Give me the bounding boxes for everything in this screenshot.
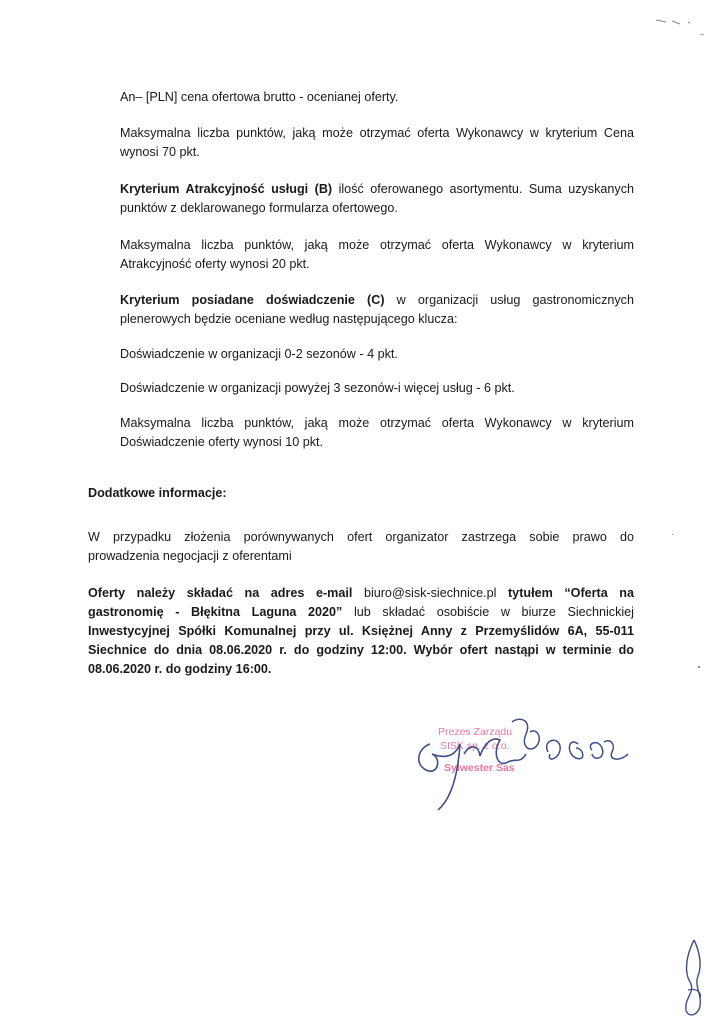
criterion-price-max-line2: wynosi 70 pkt. [120,145,200,159]
submission-paragraph [88,584,634,679]
criterion-attractiveness-title: Kryterium Atrakcyjność usługi (B) [120,182,333,196]
criterion-price-max-line1: Maksymalna liczba punktów, jaką może otrzymać oferta Wykonawcy w kryterium Cena [120,126,634,140]
scan-speck [672,534,673,535]
submission-line5: 08.06.2020 r. do godziny 16:00. [88,662,272,676]
criterion-attractiveness-max [120,236,634,274]
negotiation-line1: W przypadku złożenia porównywanych ofert organizator zastrzega sobie prawo do [88,530,634,544]
stamp-name: Sylwester Sas [444,762,515,774]
criterion-experience-title: Kryterium posiadane doświadczenie (C) [120,293,385,307]
submission-line3: Inwestycyjnej Spółki Komunalnej przy ul. Księżnej Anny z Przemyślidów 6A, 55-011 [88,624,634,638]
criterion-experience-desc: w organizacji usług gastronomicznych [384,293,634,307]
submission-line4: Siechnice do dnia 08.06.2020 r. do godziny 12:00. Wybór ofert nastąpi w terminie do [88,643,634,657]
submission-line2-b: lub składać osobiście w biurze Siechnickiej [342,605,634,619]
criterion-experience-max-line1: Maksymalna liczba punktów, jaką może otrzymać oferta Wykonawcy w kryterium [120,416,634,430]
scan-speck [698,666,700,668]
scan-mark [652,8,712,38]
criterion-experience-max-line2: Doświadczenie oferty wynosi 10 pkt. [120,435,323,449]
submission-line1-b: tytułem “Oferta na [496,586,635,600]
submission-line2-a: gastronomię - Błękitna Laguna 2020” [88,605,343,619]
criterion-attractiveness-line2: punktów z deklarowanego formularza ofertowego. [120,201,398,215]
experience-tier-1-text: Doświadczenie w organizacji 0-2 sezonów - 4 pkt. [120,347,398,361]
criterion-attractiveness-desc: ilość oferowanego asortymentu. Suma uzyskanych [332,182,634,196]
stamp-title: Prezes Zarządu [438,726,513,738]
experience-tier-2-text: Doświadczenie w organizacji powyżej 3 sezonów-i więcej usług - 6 pkt. [120,381,515,395]
criterion-attractiveness-max-line2: Atrakcyjność oferty wynosi 20 pkt. [120,257,310,271]
handwritten-signature [408,714,648,824]
signature-stamp [408,714,648,824]
experience-tier-2 [120,379,634,398]
negotiation-line2: prowadzenia negocjacji z oferentami [88,549,292,563]
submission-line1-a: Oferty należy składać na adres e-mail [88,586,364,600]
price-formula-line [120,88,634,107]
additional-info-heading: Dodatkowe informacje: [88,486,227,500]
criterion-price-max [120,124,634,162]
criterion-attractiveness-max-line1: Maksymalna liczba punktów, jaką może otrzymać oferta Wykonawcy w kryterium [120,238,634,252]
experience-tier-1 [120,345,634,364]
margin-initials [676,936,710,1020]
criterion-attractiveness [120,180,634,218]
criterion-experience-line2: plenerowych będzie oceniane według następującego klucza: [120,312,458,326]
criterion-experience [120,291,634,329]
submission-email-link[interactable]: biuro@sisk-siechnice.pl [363,586,497,600]
stamp-company: SISK sp. z o.o. [440,740,510,752]
negotiation-paragraph [88,528,634,566]
criterion-experience-max [120,414,634,452]
formula-text: An– [PLN] cena ofertowa brutto - ocenianej oferty. [120,90,399,104]
